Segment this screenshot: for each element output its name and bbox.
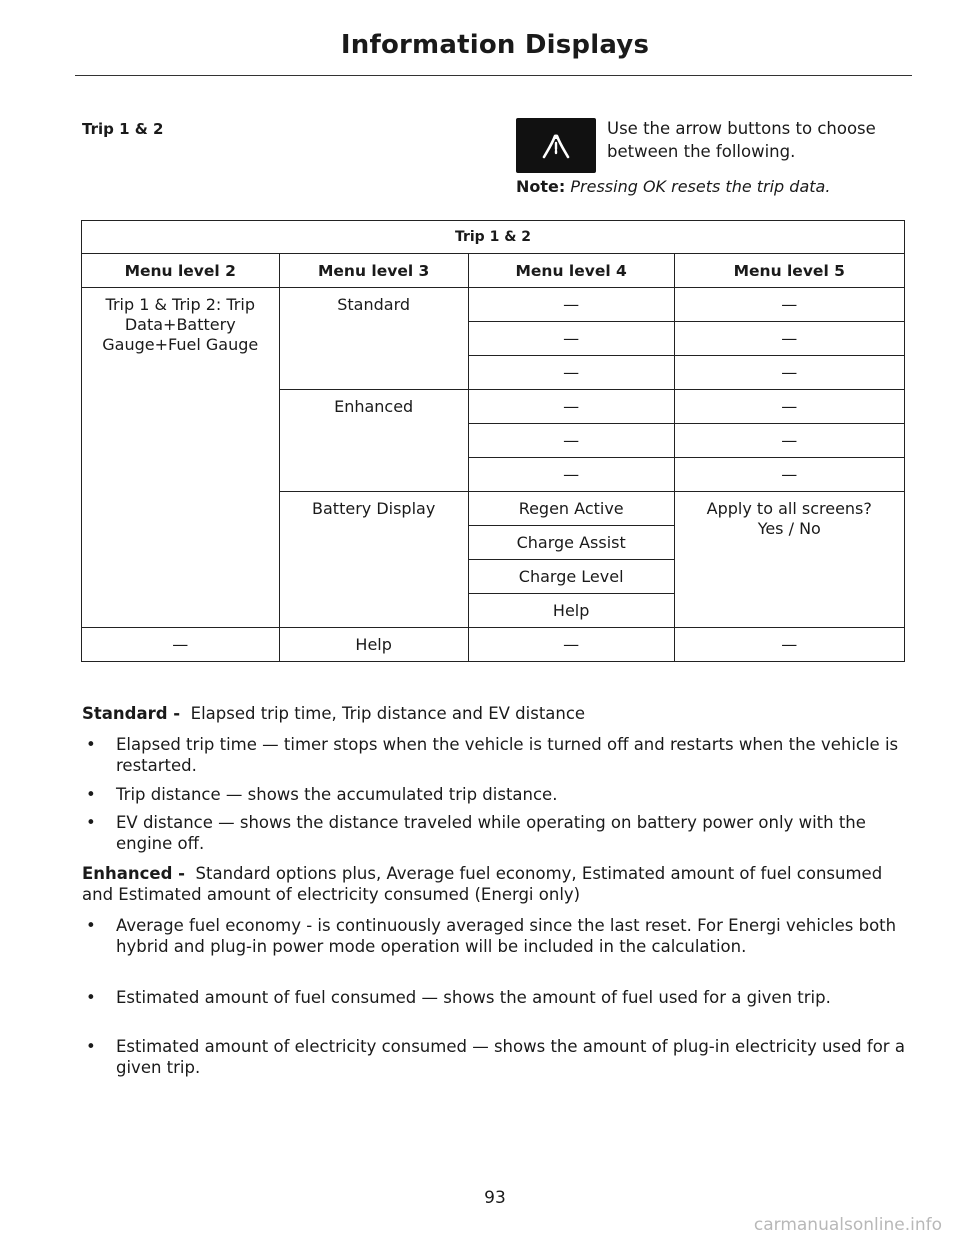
cell-help: Help — [468, 594, 674, 628]
list-item — [82, 812, 912, 854]
header-menu-level-2: Menu level 2 — [82, 254, 280, 288]
header-menu-level-4: Menu level 4 — [468, 254, 674, 288]
cell-dash: — — [468, 288, 674, 322]
apply-question: Apply to all screens? — [706, 499, 872, 518]
enhanced-text: Standard options plus, Average fuel economy, Estimated amount of fuel consumed and Estimated amount of electricity consumed (Energi only) — [82, 864, 883, 904]
page-number: 93 — [484, 1188, 506, 1208]
trip-menu-table — [81, 220, 905, 662]
list-item-text: Trip distance — shows the accumulated trip distance. — [116, 785, 558, 804]
note-label: Note: — [516, 177, 566, 196]
cell-trip-data: Trip 1 & Trip 2: Trip Data+Battery Gauge+Fuel Gauge — [82, 288, 280, 628]
cell-dash: — — [468, 458, 674, 492]
list-item — [82, 734, 912, 776]
cell-battery-display: Battery Display — [279, 492, 468, 628]
bullet-icon: • — [86, 813, 96, 832]
cell-dash: — — [82, 628, 280, 662]
header-divider — [75, 75, 912, 76]
cell-dash: — — [674, 390, 904, 424]
cell-dash: — — [674, 356, 904, 390]
list-item — [82, 987, 912, 1008]
cell-dash: — — [468, 628, 674, 662]
list-item-text: Estimated amount of fuel consumed — shows the amount of fuel used for a given trip. — [116, 988, 831, 1007]
intro-text: Use the arrow buttons to choose between the following. — [607, 119, 876, 161]
header-menu-level-5: Menu level 5 — [674, 254, 904, 288]
note — [516, 177, 830, 196]
cell-dash: — — [674, 424, 904, 458]
cell-dash: — — [674, 322, 904, 356]
bullet-icon: • — [86, 1037, 96, 1056]
cell-charge-level: Charge Level — [468, 560, 674, 594]
cell-dash: — — [674, 458, 904, 492]
list-item-text: Estimated amount of electricity consumed — shows the amount of plug-in electricity used for a given trip. — [116, 1037, 905, 1077]
bullet-icon: • — [86, 785, 96, 804]
header-menu-level-3: Menu level 3 — [279, 254, 468, 288]
list-item — [82, 915, 912, 957]
list-item-text: EV distance — shows the distance traveled while operating on battery power only with the engine off. — [116, 813, 866, 853]
list-item-text: Elapsed trip time — timer stops when the vehicle is turned off and restarts when the vehicle is restarted. — [116, 735, 899, 775]
list-item — [82, 1036, 912, 1078]
standard-label: Standard - — [82, 704, 181, 723]
cell-dash: — — [468, 424, 674, 458]
bullet-icon: • — [86, 916, 96, 935]
cell-dash: — — [468, 356, 674, 390]
cell-regen-active: Regen Active — [468, 492, 674, 526]
table-header-row — [82, 254, 905, 288]
cell-standard: Standard — [279, 288, 468, 390]
cell-charge-assist: Charge Assist — [468, 526, 674, 560]
page-title: Information Displays — [340, 30, 650, 60]
note-text: Pressing OK resets the trip data. — [570, 177, 831, 196]
section-title: Trip 1 & 2 — [82, 120, 164, 138]
standard-text: Elapsed trip time, Trip distance and EV distance — [190, 704, 586, 723]
list-item — [82, 784, 912, 805]
standard-paragraph — [82, 703, 910, 724]
cell-help: Help — [279, 628, 468, 662]
cell-dash: — — [468, 390, 674, 424]
apply-options: Yes / No — [757, 519, 821, 538]
bullet-icon: • — [86, 988, 96, 1007]
cell-dash: — — [674, 628, 904, 662]
watermark: carmanualsonline.info — [753, 1215, 942, 1235]
list-item-text: Average fuel economy - is continuously averaged since the last reset. For Energi vehicles both hybrid and plug-in power mode operation will be included in the calculation. — [116, 916, 897, 956]
cell-dash: — — [674, 288, 904, 322]
cell-enhanced: Enhanced — [279, 390, 468, 492]
cell-apply-all-screens — [674, 492, 904, 628]
enhanced-paragraph — [82, 863, 910, 905]
enhanced-label: Enhanced - — [82, 864, 186, 883]
table-caption: Trip 1 & 2 — [82, 221, 905, 254]
cell-dash: — — [468, 322, 674, 356]
steering-arrow-icon — [516, 118, 596, 173]
bullet-icon: • — [86, 735, 96, 754]
